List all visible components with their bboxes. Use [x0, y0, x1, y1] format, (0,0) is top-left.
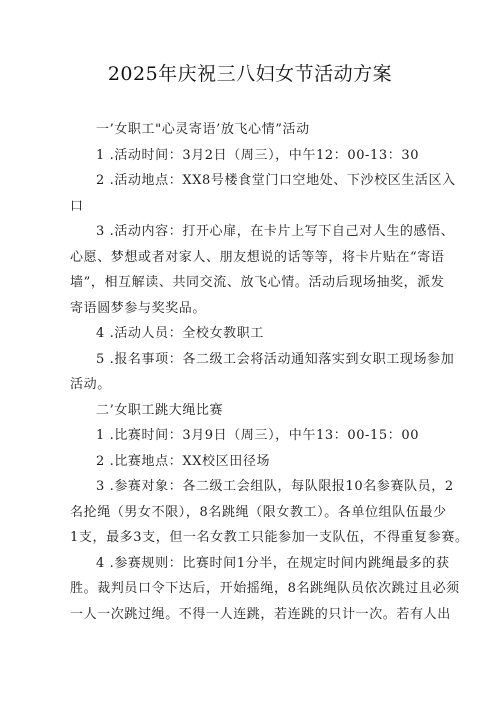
paragraph-line: 4 .活动人员：全校女教职工	[96, 326, 264, 341]
paragraph-line: 3 .参赛对象：各二级工会组队，每队限报10名参赛队员，2	[96, 479, 454, 494]
paragraph-line: 1 .比赛时间：3月9日（周三），中午13：00-15：00	[96, 428, 420, 443]
paragraph-line: 一’女职工"心灵寄语’放飞心情”活动	[96, 122, 310, 137]
paragraph-line: 名抡绳（男女不限），8名跳绳（限女教工）。各单位组队伍最少	[70, 504, 447, 520]
paragraph-line: 4 .参赛规则：比赛时间1分半，在规定时间内跳绳最多的获	[96, 555, 450, 571]
paragraph-line: 活动。	[70, 377, 111, 392]
paragraph-line: 二’女职工跳大绳比赛	[96, 402, 224, 418]
paragraph-line: 一人一次跳过绳。不得一人连跳，若连跳的只计一次。若有人出	[70, 606, 451, 622]
paragraph-line: 1支，最多3支，但一名女教工只能参加一支队伍，不得重复参赛。	[70, 530, 469, 545]
paragraph-line: 2 .活动地点：XX8号楼食堂门口空地处、下沙校区生活区入	[96, 173, 456, 188]
paragraph-line: 2 .比赛地点：XX校区田径场	[96, 453, 271, 469]
paragraph-line: 5 .报名事项：各二级工会将活动通知落实到女职工现场参加	[96, 351, 455, 367]
paragraph-line: 3 .活动内容：打开心扉，在卡片上写下自己对人生的感悟、	[96, 224, 455, 239]
paragraph-line: 胜。裁判员口令下达后，开始摇绳，8名跳绳队员依次跳过且必须	[70, 581, 460, 596]
document-title: 2025年庆祝三八妇女节活动方案	[107, 63, 393, 85]
paragraph-line: 1 .活动时间：3月2日（周三），中午12：00-13：30	[96, 147, 420, 163]
paragraph-line: 心愿、梦想或者对家人、朋友想说的话等等，将卡片贴在“寄语	[70, 249, 445, 265]
paragraph-line: 口	[70, 198, 84, 214]
paragraph-line: 寄语圆梦参与奖奖品。	[70, 300, 207, 316]
paragraph-line: 墙”，相互解读、共同交流、放飞心情。活动后现场抽奖，派发	[70, 275, 445, 290]
document-body	[70, 117, 469, 627]
